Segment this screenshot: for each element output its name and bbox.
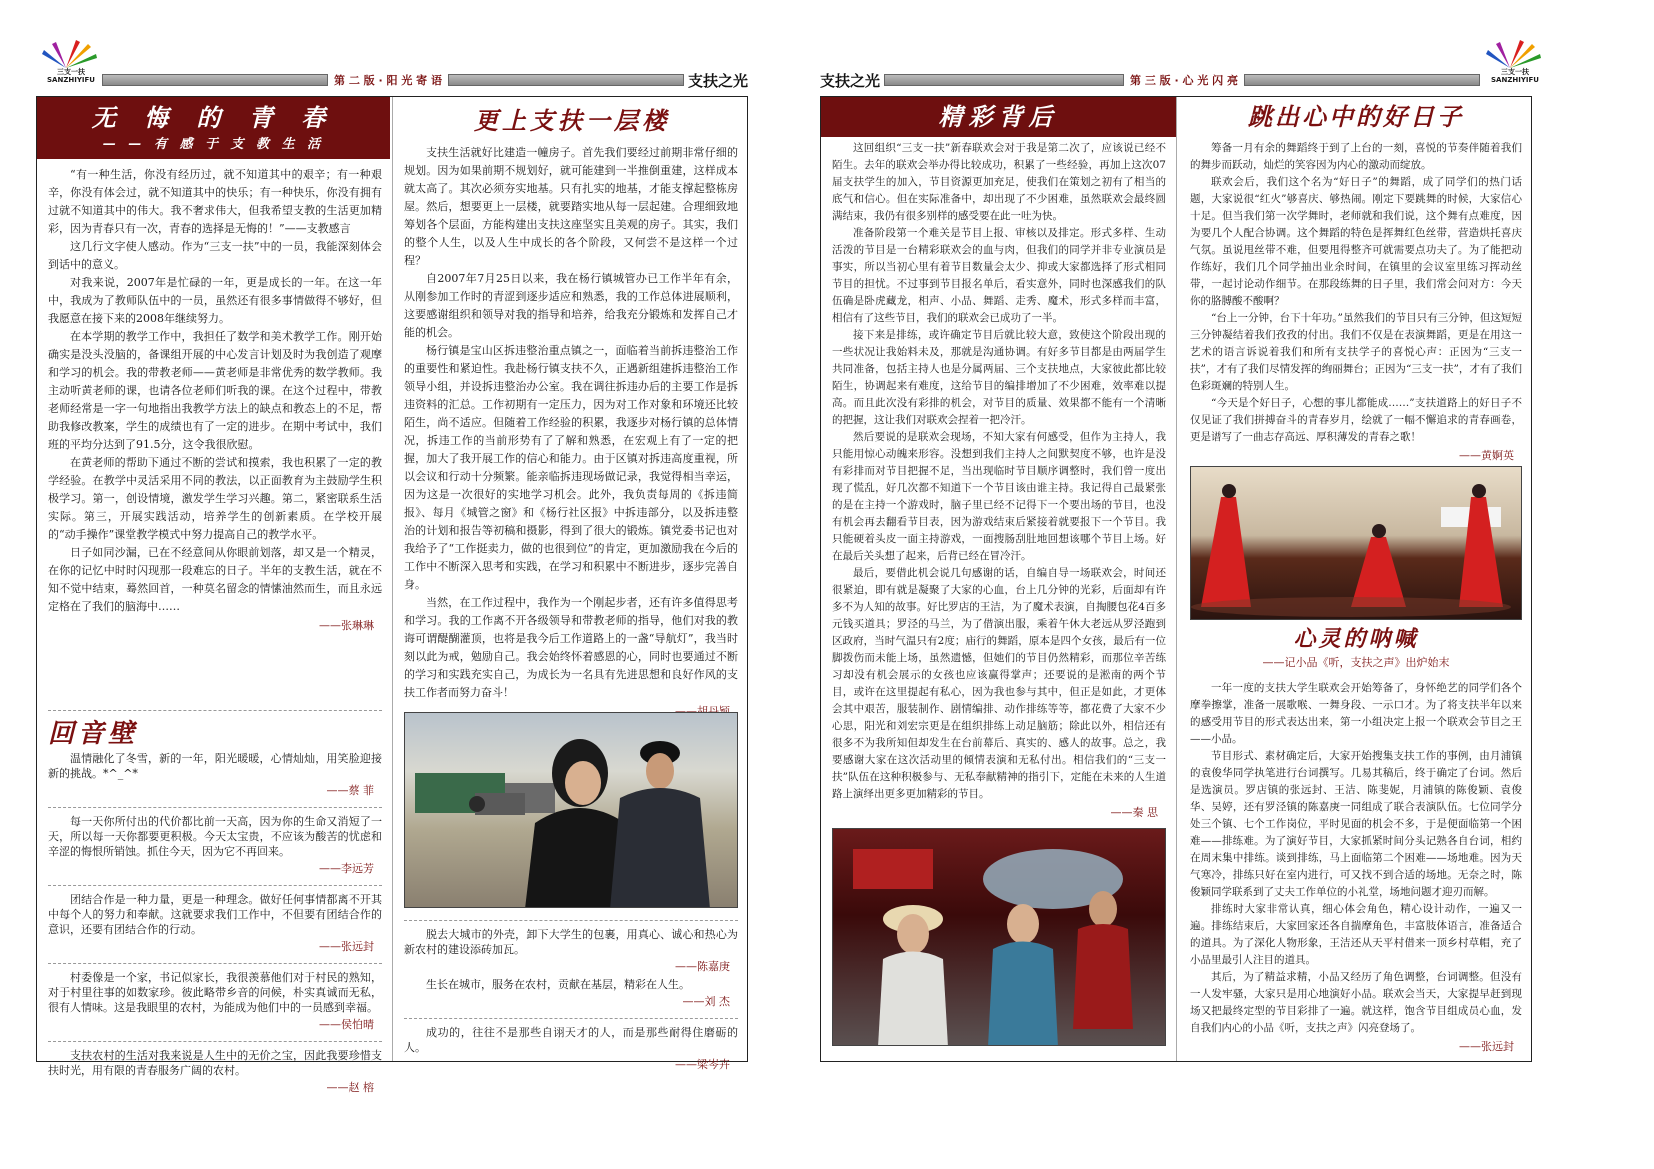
article1-subtitle: — — 有 感 于 支 教 生 活 — [102, 137, 325, 152]
header-name: 支扶之光 — [687, 71, 748, 90]
paragraph: 一年一度的支扶大学生联欢会开始筹备了，身怀绝艺的同学们各个摩拳擦掌，准备一展歌喉、一舞身段、一示口才。为了将支扶半年以来的感受用节目的形式表达出来，第一小组决定上报一个联欢会节目之王——小品。 — [1190, 682, 1522, 745]
paragraph: 对我来说，2007年是忙碌的一年，更是成长的一年。在这一年中，我成为了教师队伍中的一员，虽然还有很多事情做得不够好，但我愿意在接下来的2008年继续努力。 — [48, 276, 382, 325]
page-header — [820, 72, 1480, 88]
photo-video-camera — [404, 712, 738, 908]
huiyinbi-section — [48, 704, 382, 1098]
logo-text: 三支一扶 SANZHIYIFU — [47, 68, 95, 84]
huiyinbi-text: 支扶农村的生活对我来说是人生中的无价之宝，因此我要珍惜支扶时光，用有限的青春服务广阔的农村。 — [48, 1049, 382, 1077]
quotes-section — [404, 914, 738, 1075]
article3-author: ——张远封 — [1459, 1040, 1514, 1053]
quote-text: 生长在城市，服务在农村，贡献在基层，精彩在人生。 — [426, 978, 690, 991]
paragraph: 联欢会后，我们这个名为“好日子”的舞蹈，成了同学们的热门话题，大家说很“红火”够喜庆、够热闹。刚定下要跳舞的时候，大家信心十足。但当我们第一次学舞时，老师就和我们说，这个舞有点难度，因为要几个人配合协调。这个舞蹈的特色是挥舞红色丝带，营造烘托喜庆气氛。虽说甩丝带不难，但要甩得整齐可就需要点功夫了。为了能把动作练好，我们几个同学抽出业余时间，在镇里的会议室里练习挥动丝带，一起讨论动作细节。在那段练舞的日子里，我们常会问对方：今天你的胳膊酸不酸啊？ — [1190, 176, 1522, 307]
column-divider — [1176, 97, 1177, 1061]
quote-text: 脱去大城市的外壳，卸下大学生的包裹，用真心、诚心和热心为新农村的建设添砖加瓦。 — [404, 928, 738, 956]
header-bar-right — [1244, 74, 1480, 86]
divider — [48, 710, 382, 711]
article1-title-box — [37, 97, 390, 159]
quote-item — [404, 927, 738, 977]
photo-illustration-icon — [405, 713, 738, 908]
photo-dance — [1190, 466, 1522, 620]
huiyinbi-text: 团结合作是一种力量，更是一种理念。做好任何事情都离不开其中每个人的努力和奉献。这就要求我们工作中，不但要有团结合作的意识，还要有团结合作的行动。 — [48, 893, 382, 936]
divider — [404, 920, 738, 921]
article3-title: 心灵的呐喊 — [1293, 627, 1419, 652]
logo-burst-icon — [1480, 36, 1550, 72]
huiyinbi-item — [48, 751, 382, 801]
huiyinbi-text: 村委像是一个家，书记似家长，我很羡慕他们对于村民的熟知，对于村里往事的如数家珍。彼此略带乡音的问候，朴实真诚而无私，很有人情味。这是我眼里的农村，为能成为他们中的一员感到幸福。 — [48, 971, 382, 1014]
paragraph: 在本学期的教学工作中，我担任了数学和美术教学工作。刚开始确实是没头没脑的，备课组开展的中心发言计划及时为我创造了观摩和学习的机会。我的带教老师——黄老师是非常优秀的数学教师。我主动听黄老师的课，也请各位老师们听我的课。在这个过程中，带教老师经常是一字一句地指出我教学方法上的缺点和教态上的不足，帮助我修改教案，学生的成绩也有了一定的进步。在期中考试中，我们班的平均分达到了91.5分，这令我很欣慰。 — [48, 330, 382, 451]
photo-illustration-icon — [833, 829, 1166, 1046]
huiyinbi-text: 每一天你所付出的代价都比前一天高，因为你的生命又消短了一天，所以每一天你都要更积极。今天太宝贵，不应该为酸苦的忧虑和辛涩的悔恨所销蚀。抓住今天，因为它不再回来。 — [48, 815, 382, 858]
divider — [48, 1041, 382, 1042]
huiyinbi-author: ——赵 榕 — [326, 1081, 374, 1094]
huiyinbi-item — [48, 970, 382, 1035]
quote-item — [404, 1025, 738, 1075]
quote-author: ——陈嘉庚 — [675, 960, 730, 973]
header-section: 第 三 版 · 心 光 闪 亮 — [1130, 74, 1239, 87]
divider — [48, 807, 382, 808]
paragraph: 杨行镇是宝山区拆违整治重点镇之一，面临着当前拆违整治工作的重要性和紧迫性。我赴杨行镇支扶不久，正遇新组建拆违整治工作领导小组，并设拆违整治办公室。我在调往拆违办后的主要工作是拆违资料的汇总。工作初期有一定压力，因为对工作对象和环境还比较陌生，尚不适应。但随着工作经验的积累，我逐步对杨行镇的总体情况，拆违工作的当前形势有了了解和熟悉，在宏观上有了一定的把握，加大了我开展工作的信心和能力。由于区镇对拆违高度重视，所以会议和行动十分频繁。能亲临拆违现场做记录，我觉得相当幸运，因为这是一次很好的实地学习机会。此外，我负责每周的《拆违简报》、每月《城管之窗》和《杨行社区报》中拆违部分，以及拆违整治的计划和报告等初稿和摄影，得到了很大的锻炼。镇党委书记也对我给予了“工作挺卖力，做的也很到位”的肯定，更加激励我在今后的工作中不断深入思考和实践，在学习和积累中不断进步，逐步完善自身。 — [404, 344, 738, 591]
article1-title-box — [821, 97, 1176, 137]
logo-burst-icon — [36, 36, 106, 72]
column-divider — [392, 97, 393, 1061]
paragraph: 然后要说的是联欢会现场，不知大家有何感受，但作为主持人，我只能用惊心动魄来形容。没想到我们主持人之间默契度不够，也许是没有彩排而对节目把握不足，当出现临时节目顺序调整时，我们曾一度出现了慌乱，好几次都不知道下一个节目该由谁主持。我记得自己最紧张的是在主持一个游戏时，脑子里已经不记得下一个要出场的节目，也没有机会再去翻看节目表，因为游戏结束后紧接着就要报下一个节目。我只能硬着头皮一面主持游戏，一面搜肠刮肚地回想该哪个节目上场。好在最后关头想了起来，后背已经在冒冷汗。 — [832, 431, 1166, 562]
article1-title: 无 悔 的 青 春 — [91, 104, 336, 132]
header-bar-left — [102, 74, 328, 86]
huiyinbi-item — [48, 892, 382, 957]
paragraph: 节目形式、素材确定后，大家开始搜集支扶工作的事例，由月浦镇的袁俊华同学执笔进行台词撰写。几易其稿后，终于确定了台词。然后是选演员。罗店镇的张远封、王洁、陈斐妮，月浦镇的陈俊颖、袁俊华、吴婷，还有罗泾镇的陈嘉庚一同组成了联合表演队伍。七位同学分处三个镇、七个工作岗位，平时见面的机会不多，于是便面临第一个困难——排练难。为了演好节目，大家抓紧时间分头记熟各自台词，相约在周末集中排练。谈到排练，马上面临第二个困难——场地难。因为天气寒冷，排练只好在室内进行，可又找不到合适的场地。无奈之时，陈俊颖同学联系到了丈夫工作单位的小礼堂，场地问题才迎刃而解。 — [1190, 750, 1522, 898]
article1-author: ——张琳琳 — [319, 619, 374, 632]
right-page — [820, 0, 1654, 1169]
paragraph: 准备阶段第一个难关是节目上报、审核以及排定。形式多样、生动活泼的节目是一台精彩联欢会的血与肉，但我们的同学并非专业演员是事实，所以当初心里有着节目数量会太少、抑或大家都选择了形式相同节目的担忧。不过事到节目报名单后，看实意外，同时也深感我们的队伍确是卧虎藏龙，相声、小品、舞蹈、走秀、魔术，形式多样而丰富，相信有了这些节目，我们的联欢会已成功了一半。 — [832, 227, 1166, 324]
left-page — [0, 0, 800, 1169]
article2-title: 跳出心中的好日子 — [1248, 103, 1464, 131]
huiyinbi-author: ——侯怕晴 — [319, 1018, 374, 1031]
header-section: 第 二 版 · 阳 光 寄 语 — [334, 74, 442, 87]
paragraph: 接下来是排练，或许确定节目后就比较大意，致使这个阶段出现的一些状况让我始料未及，那就是沟通协调。有好多节目都是由两届学生共同准备，包括主持人也是分属两届、三个支扶地点，大家彼此都比较陌生，协调起来有难度，这给节目的编排增加了不少困难，效率难以提高。而且此次没有彩排的机会，对节目的质量、效果都不能有一个清晰的把握，这让我们对联欢会捏着一把冷汗。 — [832, 329, 1166, 426]
quote-item — [404, 977, 738, 1012]
article2-body — [404, 144, 738, 722]
divider — [404, 1018, 738, 1019]
paragraph: “有一种生活，你没有经历过，就不知道其中的艰辛；有一种艰辛，你没有体会过，就不知道其中的快乐；有一种快乐，你没有拥有过就不知道其中的伟大。我不奢求伟大，但我希望支教的生活更加精彩，因为青春只有一次，青春的选择是无悔的！”——支教感言 — [48, 168, 382, 235]
huiyinbi-item — [48, 814, 382, 879]
article3-subtitle: ——记小品《听，支扶之声》出炉始末 — [1262, 656, 1450, 669]
paragraph: 排练时大家非常认真，细心体会角色，精心设计动作，一遍又一遍。排练结束后，大家回家还各自揣摩角色，丰富肢体语言，准备适合的道具。为了深化人物形象，王洁还从天平村借来一顶乡村草帽，充了小品里最引人注目的道具。 — [1190, 903, 1522, 966]
paragraph: 自2007年7月25日以来，我在杨行镇城管办已工作半年有余，从刚参加工作时的青涩到逐步适应和熟悉，我的工作总体进展顺利，这要感谢组织和领导对我的指导和培养，给我充分锻炼和发挥自己才能的机会。 — [404, 272, 738, 339]
logo — [1480, 36, 1550, 86]
logo — [36, 36, 106, 86]
quote-author: ——梁岑卉 — [675, 1058, 730, 1071]
paragraph: 最后，要借此机会说几句感谢的话，自编自导一场联欢会，时间还很紧迫，即有就是凝聚了大家的心血，台上几分钟的光彩，后面却有许多不为人知的故事。好比罗店的王洁，为了魔术表演，自掏腰包花4百多元钱买道具；罗泾的马兰，为了借演出服，乘着午休大老远从罗泾跑到区政府，当时气温只有2度；庙行的舞蹈，原本是四个女孩，最后有一位脚拨伤而未能上场，虽然遗憾，但她们的节目仍然精彩，而那位辛苦练习却没有机会展示的女孩也应该赢得掌声；还要说的是淞南的两个节目，或许在这里提起有私心，因为我也参与其中，但正是如此，才更体会其中艰苦，服装制作、剧情编排、动作排练等等，都花费了大家不少心思，阳光和刘宏宗更是在组织排练上动足脑筋；除此以外，相信还有很多不为我所知但却发生在台前幕后、真实的、感人的故事。总之，我要感谢大家在这次活动里的倾情表演和无私付出。相信我们的“三支一扶”队伍在这种积极参与、无私奉献精神的指引下，定能在未来的人生道路上演绎出更多更加精彩的节目。 — [832, 567, 1166, 800]
huiyinbi-author: ——蔡 菲 — [326, 784, 374, 797]
header-name: 支扶之光 — [820, 71, 881, 90]
huiyinbi-author: ——李远芳 — [319, 862, 374, 875]
huiyinbi-title: 回音壁 — [48, 719, 139, 749]
divider — [48, 963, 382, 964]
header-bar-left — [884, 74, 1124, 86]
divider — [48, 885, 382, 886]
paragraph: 这回组织“三支一扶”新春联欢会对于我是第二次了，应该说已经不陌生。去年的联欢会举办得比较成功，积累了一些经验，再加上这次07届支扶学生的加入，节目资源更加充足，使我们在策划之初有了相当的底气和信心。但在实际准备中，却出现了不少困难，虽然联欢会最终圆满结束，我仍有很多别样的感受要在此一吐为快。 — [832, 142, 1166, 222]
paragraph: “今天是个好日子，心想的事儿都能成……”支扶道路上的好日子不仅见证了我们拼搏奋斗的青春岁月，绘就了一幅不懈追求的青春画卷，更是谱写了一曲志存高远、厚积薄发的青春之歌！ — [1190, 397, 1522, 443]
article2-title: 更上支扶一层楼 — [474, 107, 670, 135]
huiyinbi-author: ——张远封 — [319, 940, 374, 953]
paragraph: 支扶生活就好比建造一幢房子。首先我们要经过前期非常仔细的规划。因为如果前期不规划好，就可能建到一半推倒重建，这样成本就太高了。其次必须夯实地基。只有扎实的地基，才能支撑起整栋房屋。然后，想要更上一层楼，就要踏实地从每一层起建。合理细致地筹划各个层面，方能构建出支扶这座坚实且美观的房子。其实，我们的整个人生，以及人生中成长的各个阶段，又何尝不是这样一个过程？ — [404, 146, 738, 267]
paragraph: 在黄老师的帮助下通过不断的尝试和摸索，我也积累了一定的教学经验。在教学中灵活采用不同的教法，以正面教育为主鼓励学生积极学习。第一，创设情境，激发学生学习兴趣。第二，紧密联系生活实际。第三，开展实践活动，培养学生的创新素质。在学校开展的“动手操作”课堂教学模式中努力提高自己的教学水平。 — [48, 456, 382, 541]
quote-text: 成功的，往往不是那些自诩天才的人，而是那些耐得住磨砺的人。 — [404, 1026, 738, 1054]
photo-illustration-icon — [1191, 467, 1522, 620]
paragraph: 其后，为了精益求精，小品又经历了角色调整，台词调整。但没有一人发牢骚，大家只是用心地演好小品。联欢会当天，大家提早赶到现场又把最终定型的节目彩排了一遍。就这样，饱含节目组成员心血，发自我们内心的小品《听，支扶之声》闪亮登场了。 — [1190, 971, 1522, 1034]
article2-author: ——黄婀英 — [1459, 449, 1514, 462]
logo-text: 三支一扶 SANZHIYIFU — [1491, 68, 1539, 84]
article1-body — [48, 166, 382, 636]
header-bar-right — [448, 74, 684, 86]
article2-body — [1190, 140, 1522, 466]
huiyinbi-text: 温情融化了冬雪，新的一年，阳光暖暖，心情灿灿，用笑脸迎接新的挑战。*^_^* — [48, 752, 382, 780]
photo-performance — [832, 828, 1166, 1046]
article1-title: 精彩背后 — [938, 103, 1059, 131]
paragraph: “台上一分钟，台下十年功。”虽然我们的节目只有三分钟，但这短短三分钟凝结着我们孜孜的付出。我们不仅是在表演舞蹈，更是在用这一艺术的语言诉说着我们和所有支扶学子的喜悦心声：正因为“三支一扶”，才有了我们尽情发挥的绚丽舞台；正因为“三支一扶”，才有了我们色彩斑斓的特别人生。 — [1190, 312, 1522, 392]
paragraph: 这几行文字使人感动。作为“三支一扶”中的一员，我能深刻体会到话中的意义。 — [48, 240, 382, 271]
paragraph: 筹备一月有余的舞蹈终于到了上台的一刻，喜悦的节奏伴随着我们的舞步而跃动，灿烂的笑容因为内心的激动而绽放。 — [1190, 142, 1522, 171]
paragraph: 当然，在工作过程中，我作为一个刚起步者，还有许多值得思考和学习。我的工作离不开各级领导和带教老师的指导，他们对我的教诲可谓醍醐灌顶，也将是我今后工作道路上的一盏“导航灯”，我当时刻以此为戒，勉励自己。我会始终怀着感恩的心，同时也要通过不断的学习和实践充实自己，为成长为一名具有先进思想和良好作风的支扶工作者而努力奋斗！ — [404, 596, 738, 699]
article1-author: ——秦 思 — [1110, 806, 1158, 819]
page-header — [102, 72, 748, 88]
huiyinbi-item — [48, 1048, 382, 1098]
article3-body — [1190, 680, 1522, 1057]
article1-body — [832, 140, 1166, 823]
quote-author: ——刘 杰 — [682, 995, 730, 1008]
paragraph: 日子如同沙漏，已在不经意间从你眼前划落，却又是一个精灵，在你的记忆中时时闪现那一段难忘的日子。半年的支教生活，就在不知不觉中结束，蓦然回首，一种莫名留念的情愫油然而生，而且永远定格在了我们的脑海中…… — [48, 546, 382, 613]
